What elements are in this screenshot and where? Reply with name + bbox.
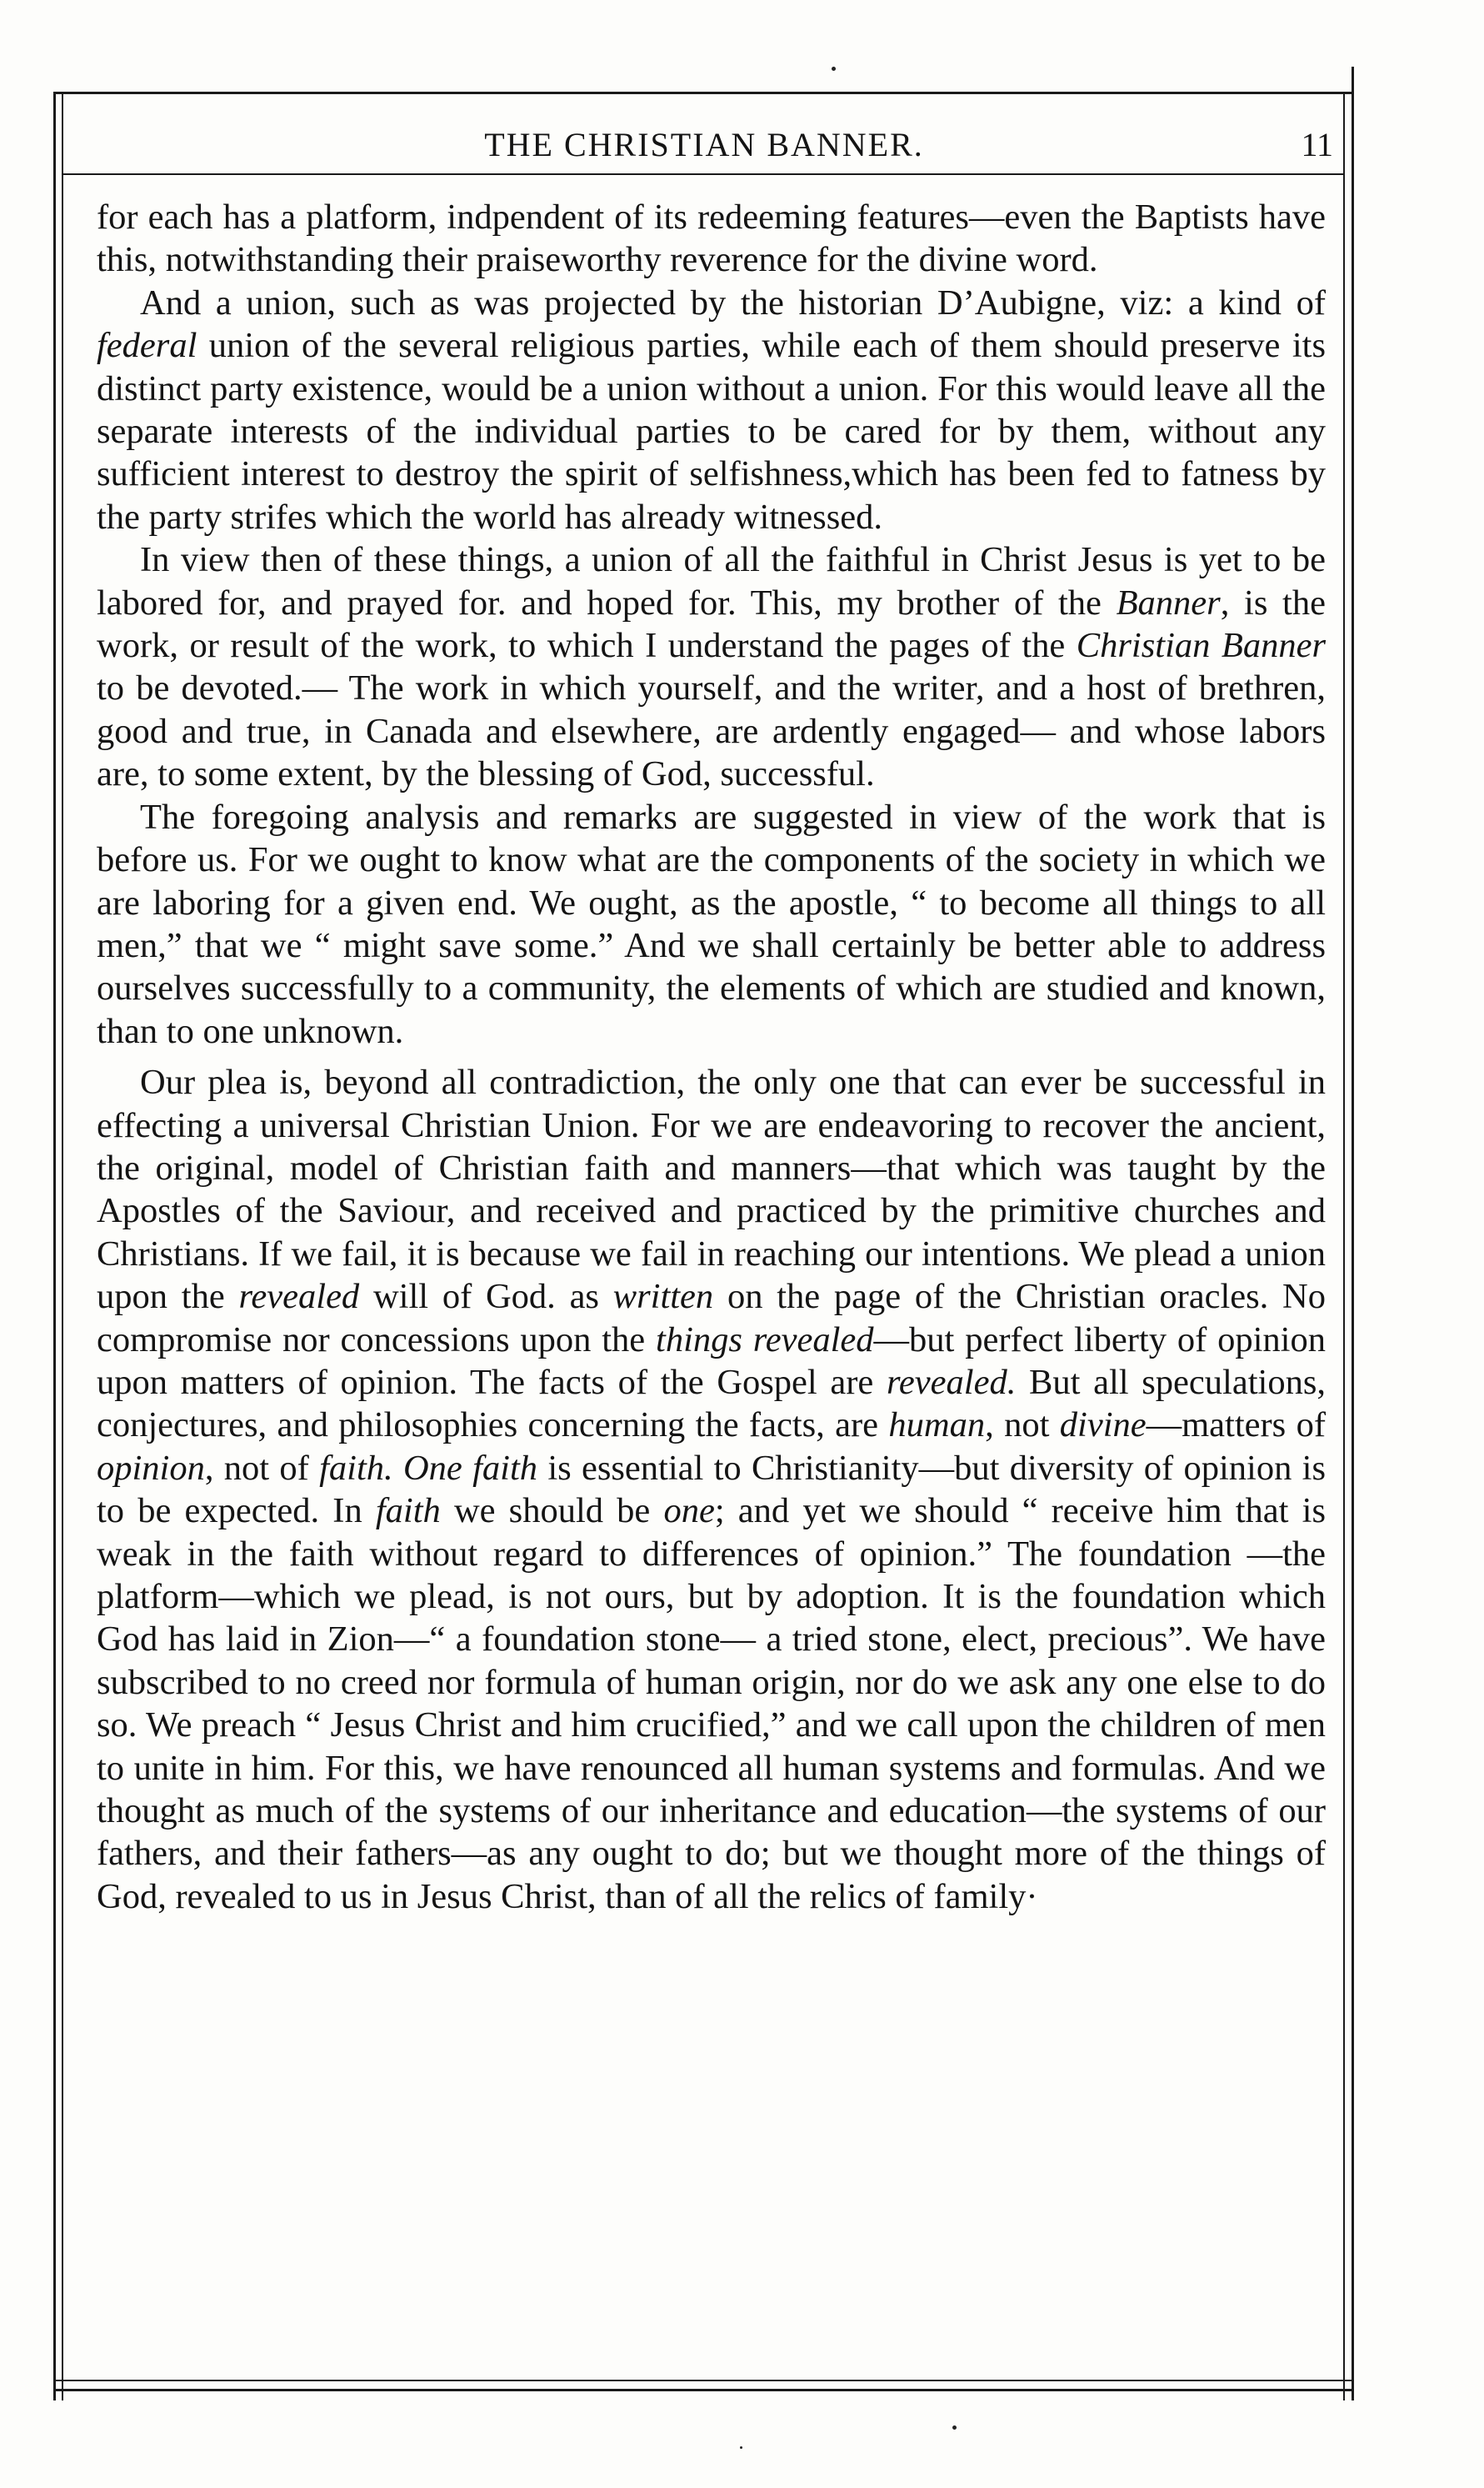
text-run	[393, 1449, 403, 1488]
italic-run: revealed.	[886, 1362, 1017, 1402]
text-run: , not	[985, 1405, 1060, 1445]
paragraph	[97, 196, 1326, 282]
text-run: —but perfect liberty of opinion upon matters of opinion. The facts of the Gospel are	[97, 1319, 1326, 1402]
italic-run: written	[612, 1277, 714, 1317]
text-run: for each has a platform, indpendent of its redeeming features—even the Baptists have this, notwithstanding their praiseworthy reverence for the divine word.	[97, 198, 1326, 280]
frame-right-inner-rule	[1343, 92, 1345, 2400]
text-run: And a union, such as was projected by the historian D’Aubigne, viz: a kind of	[140, 283, 1326, 323]
frame-right-outer-rule	[1352, 67, 1354, 2400]
paragraph	[97, 282, 1326, 538]
paragraph	[97, 1061, 1326, 1918]
text-run: on the page of the Christian oracles. No compromise nor concessions upon the	[97, 1277, 1326, 1359]
italic-run: One faith	[402, 1448, 538, 1488]
running-head	[67, 125, 1342, 172]
running-title: THE CHRISTIAN BANNER.	[484, 126, 924, 163]
text-run: The foregoing analysis and remarks are suggested in view of the work that is before us. For we ought to know what are the components of the society in which we are laboring for a given end. We ought, as the apostle, “ to become all things to all men,” that we “ might save some.” And we shall certainly be better able to address ourselves successfully to a community, the elements of which are studied and known, than to one unknown.	[97, 797, 1326, 1051]
text-run: we should be	[440, 1491, 664, 1531]
italic-run: Banner	[1116, 583, 1221, 623]
text-run: —matters of	[1146, 1405, 1326, 1445]
frame-bottom-rule-1	[53, 2380, 1354, 2381]
text-run: , is the work, or result of the work, to which I understand the pages of the	[97, 583, 1326, 666]
italic-run: opinion	[97, 1448, 205, 1488]
frame-left-outer-rule	[53, 92, 56, 2400]
text-run: union of the several religious parties, while each of them should preserve its distinct party existence, would be a union without a union. For this would leave all the separate interests of the individual parties to be cared for by them, without any sufficient interest to destroy the spirit of selfishness,which has been fed to fatness by the party strifes which the world has already witnessed.	[97, 326, 1326, 537]
italic-run: one	[663, 1491, 715, 1531]
header-underline-rule	[63, 173, 1343, 175]
italic-run: divine	[1059, 1405, 1147, 1445]
page-number: 11	[1301, 126, 1333, 163]
paragraph	[97, 796, 1326, 1053]
text-run: ; and yet we should “ receive him that is weak in the faith without regard to differences of opinion.” The foundation —the platform—which we plead, is not ours, but by adoption. It is the foundation which God has laid in Zion—“ a foundation stone— a tried stone, elect, precious”. We have subscribed to no creed nor formula of human origin, nor do we ask any one else to do so. We preach “ Jesus Christ and him crucified,” and we call upon the children of men to unite in him. For this, we have renounced all human systems and formulas. And we thought as much of the systems of our inheritance and education—the systems of our fathers, and their fathers—as any ought to do; but we thought more of the things of God, revealed to us in Jesus Christ, than of all the relics of family·	[97, 1491, 1326, 1916]
italic-run: human	[888, 1405, 986, 1445]
frame-left-inner-rule	[62, 92, 63, 2400]
text-run: , not of	[204, 1448, 320, 1488]
frame-top-rule	[53, 92, 1354, 94]
scan-speck	[952, 2425, 957, 2430]
text-run: But all speculations, conjectures, and philosophies concerning the facts, are	[97, 1362, 1326, 1445]
scan-speck	[832, 67, 836, 71]
italic-run: revealed	[238, 1277, 360, 1317]
scan-speck	[740, 2446, 742, 2449]
frame-bottom-rule-2	[53, 2389, 1354, 2391]
paragraph	[97, 538, 1326, 795]
text-run: In view then of these things, a union of all the faithful in Christ Jesus is yet to be labored for, and prayed for. and hoped for. This, my brother of the	[97, 540, 1326, 623]
italic-run: federal	[97, 326, 197, 366]
italic-run: faith	[375, 1491, 441, 1531]
italic-run: Christian Banner	[1076, 626, 1327, 666]
italic-run: things revealed	[656, 1319, 874, 1359]
body-text	[97, 196, 1326, 1918]
text-run: will of God. as	[359, 1277, 613, 1317]
text-run: is essential to Christianity—but diversity of opinion is to be expected. In	[97, 1448, 1327, 1531]
text-run: Our plea is, beyond all contradiction, the only one that can ever be successful in effecting a universal Christian Union. For we are endeavoring to recover the ancient, the original, model of Christian faith and manners—that which was taught by the Apostles of the Saviour, and received and practiced by the primitive churches and Christians. If we fail, it is because we fail in reaching our intentions. We plead a union upon the	[97, 1063, 1326, 1317]
italic-run: faith.	[319, 1448, 393, 1488]
text-run: to be devoted.— The work in which yourself, and the writer, and a host of brethren, good and true, in Canada and elsewhere, are ardently engaged— and whose labors are, to some extent, by the blessing of God, successful.	[97, 668, 1326, 794]
